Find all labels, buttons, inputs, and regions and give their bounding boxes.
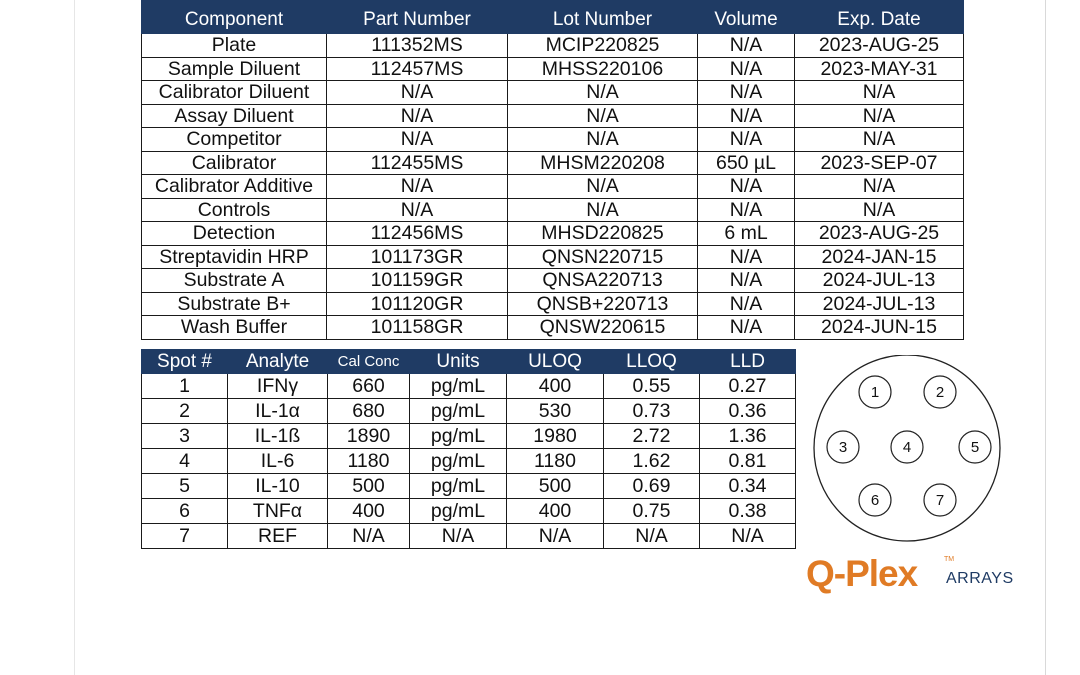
table-cell: N/A [508, 128, 698, 152]
table-cell: N/A [328, 524, 410, 549]
analyte-header-row [142, 350, 796, 374]
table-cell: N/A [604, 524, 700, 549]
table-cell: 6 [142, 499, 228, 524]
table-cell: 6 mL [698, 222, 795, 246]
table-cell: N/A [698, 34, 795, 58]
table-cell: 4 [142, 449, 228, 474]
analyte-table [141, 349, 796, 549]
component-row [142, 81, 964, 105]
component-row [142, 175, 964, 199]
spot-marker [924, 376, 956, 408]
header-spot-number: Spot # [142, 350, 228, 374]
header-volume: Volume [698, 0, 795, 34]
logo-subtext: ARRAYS [946, 570, 1014, 587]
table-cell: 1.36 [700, 424, 796, 449]
table-cell: REF [228, 524, 328, 549]
spot-marker [959, 431, 991, 463]
table-cell: 2023-AUG-25 [795, 222, 964, 246]
table-cell: IL-1ß [228, 424, 328, 449]
table-cell: N/A [698, 81, 795, 105]
spot-number: 7 [935, 492, 945, 509]
analyte-row [142, 399, 796, 424]
table-cell: N/A [698, 292, 795, 316]
table-cell: 2024-JUN-15 [795, 316, 964, 340]
header-component: Component [142, 0, 327, 34]
table-cell: IFNγ [228, 374, 328, 399]
spot-number: 4 [902, 439, 912, 456]
table-cell: N/A [698, 57, 795, 81]
spot-layout-diagram [805, 355, 1035, 555]
table-cell: 112456MS [327, 222, 508, 246]
components-table [141, 0, 964, 340]
analyte-row [142, 499, 796, 524]
table-cell: 111352MS [327, 34, 508, 58]
header-cal-conc: Cal Conc [328, 350, 410, 374]
table-cell: 1890 [328, 424, 410, 449]
table-cell: Calibrator Diluent [142, 81, 327, 105]
table-cell: Streptavidin HRP [142, 245, 327, 269]
table-cell: pg/mL [410, 449, 507, 474]
table-cell: 112457MS [327, 57, 508, 81]
table-cell: IL-1α [228, 399, 328, 424]
table-cell: Calibrator [142, 151, 327, 175]
page-edge-left [74, 0, 75, 675]
table-cell: IL-6 [228, 449, 328, 474]
table-cell: 650 µL [698, 151, 795, 175]
table-cell: N/A [508, 175, 698, 199]
component-row [142, 198, 964, 222]
table-cell: N/A [698, 128, 795, 152]
component-row [142, 151, 964, 175]
spot-marker [859, 376, 891, 408]
table-cell: 500 [507, 474, 604, 499]
table-cell: TNFα [228, 499, 328, 524]
spot-number: 5 [970, 439, 980, 456]
component-row [142, 316, 964, 340]
table-cell: MCIP220825 [508, 34, 698, 58]
page-edge-right [1045, 0, 1046, 675]
header-lot-number: Lot Number [508, 0, 698, 34]
table-cell: MHSM220208 [508, 151, 698, 175]
table-cell: N/A [795, 198, 964, 222]
table-cell: N/A [698, 316, 795, 340]
header-part-number: Part Number [327, 0, 508, 34]
analyte-row [142, 424, 796, 449]
table-cell: 2023-SEP-07 [795, 151, 964, 175]
table-cell: N/A [795, 175, 964, 199]
table-cell: MHSD220825 [508, 222, 698, 246]
table-cell: QNSB+220713 [508, 292, 698, 316]
table-cell: N/A [507, 524, 604, 549]
table-cell: Sample Diluent [142, 57, 327, 81]
logo-wordmark: Q-Plex [806, 553, 918, 594]
table-cell: QNSA220713 [508, 269, 698, 293]
header-units: Units [410, 350, 507, 374]
table-cell: N/A [795, 81, 964, 105]
analyte-row [142, 474, 796, 499]
table-cell: Substrate A [142, 269, 327, 293]
table-cell: 3 [142, 424, 228, 449]
component-row [142, 57, 964, 81]
table-cell: N/A [700, 524, 796, 549]
analyte-row [142, 524, 796, 549]
q-plex-logo [806, 552, 1036, 596]
table-cell: 400 [328, 499, 410, 524]
header-exp-date: Exp. Date [795, 0, 964, 34]
table-cell: 400 [507, 499, 604, 524]
table-cell: 1980 [507, 424, 604, 449]
table-cell: N/A [327, 175, 508, 199]
table-cell: 2024-JUL-13 [795, 292, 964, 316]
analyte-row [142, 374, 796, 399]
table-cell: N/A [327, 104, 508, 128]
table-cell: Wash Buffer [142, 316, 327, 340]
table-cell: pg/mL [410, 499, 507, 524]
table-cell: 2024-JAN-15 [795, 245, 964, 269]
table-cell: 2024-JUL-13 [795, 269, 964, 293]
component-row [142, 292, 964, 316]
header-lld: LLD [700, 350, 796, 374]
table-cell: 0.38 [700, 499, 796, 524]
table-cell: 101173GR [327, 245, 508, 269]
component-row [142, 34, 964, 58]
table-cell: N/A [508, 104, 698, 128]
spot-number: 1 [870, 384, 880, 401]
table-cell: 0.69 [604, 474, 700, 499]
table-cell: 5 [142, 474, 228, 499]
table-cell: 1 [142, 374, 228, 399]
table-cell: N/A [410, 524, 507, 549]
table-cell: N/A [698, 269, 795, 293]
table-cell: 0.81 [700, 449, 796, 474]
table-cell: Competitor [142, 128, 327, 152]
table-cell: pg/mL [410, 474, 507, 499]
table-cell: 1.62 [604, 449, 700, 474]
table-cell: 2 [142, 399, 228, 424]
header-uloq: ULOQ [507, 350, 604, 374]
table-cell: N/A [508, 198, 698, 222]
table-cell: 500 [328, 474, 410, 499]
header-analyte: Analyte [228, 350, 328, 374]
table-cell: N/A [698, 198, 795, 222]
table-cell: QNSW220615 [508, 316, 698, 340]
spot-marker [827, 431, 859, 463]
table-cell: N/A [698, 245, 795, 269]
table-cell: Detection [142, 222, 327, 246]
table-cell: N/A [698, 104, 795, 128]
table-cell: pg/mL [410, 374, 507, 399]
table-cell: 2.72 [604, 424, 700, 449]
table-cell: 101120GR [327, 292, 508, 316]
table-cell: 1180 [328, 449, 410, 474]
table-cell: 660 [328, 374, 410, 399]
table-cell: pg/mL [410, 399, 507, 424]
spot-number: 3 [838, 439, 848, 456]
table-cell: 1180 [507, 449, 604, 474]
table-cell: 101159GR [327, 269, 508, 293]
table-cell: 2023-MAY-31 [795, 57, 964, 81]
table-cell: N/A [795, 128, 964, 152]
table-cell: IL-10 [228, 474, 328, 499]
table-cell: 0.75 [604, 499, 700, 524]
table-cell: 0.55 [604, 374, 700, 399]
table-cell: MHSS220106 [508, 57, 698, 81]
header-lloq: LLOQ [604, 350, 700, 374]
table-cell: 400 [507, 374, 604, 399]
table-cell: N/A [327, 81, 508, 105]
analyte-row [142, 449, 796, 474]
table-cell: 0.34 [700, 474, 796, 499]
table-cell: Assay Diluent [142, 104, 327, 128]
table-cell: 530 [507, 399, 604, 424]
table-cell: N/A [327, 198, 508, 222]
logo-trademark: TM [944, 556, 955, 563]
table-cell: pg/mL [410, 424, 507, 449]
component-row [142, 269, 964, 293]
table-cell: 680 [328, 399, 410, 424]
table-cell: 7 [142, 524, 228, 549]
table-cell: 112455MS [327, 151, 508, 175]
component-row [142, 222, 964, 246]
table-cell: Plate [142, 34, 327, 58]
table-cell: 0.73 [604, 399, 700, 424]
component-row [142, 104, 964, 128]
table-cell: N/A [327, 128, 508, 152]
table-cell: 0.27 [700, 374, 796, 399]
spot-marker [859, 484, 891, 516]
spot-marker [924, 484, 956, 516]
table-cell: Calibrator Additive [142, 175, 327, 199]
table-cell: 2023-AUG-25 [795, 34, 964, 58]
table-cell: N/A [508, 81, 698, 105]
spot-number: 2 [935, 384, 945, 401]
table-cell: 101158GR [327, 316, 508, 340]
table-cell: Controls [142, 198, 327, 222]
table-cell: N/A [698, 175, 795, 199]
table-cell: QNSN220715 [508, 245, 698, 269]
spot-marker [891, 431, 923, 463]
spot-number: 6 [870, 492, 880, 509]
table-cell: N/A [795, 104, 964, 128]
table-cell: Substrate B+ [142, 292, 327, 316]
table-cell: 0.36 [700, 399, 796, 424]
component-row [142, 245, 964, 269]
components-header-row [142, 0, 964, 34]
component-row [142, 128, 964, 152]
